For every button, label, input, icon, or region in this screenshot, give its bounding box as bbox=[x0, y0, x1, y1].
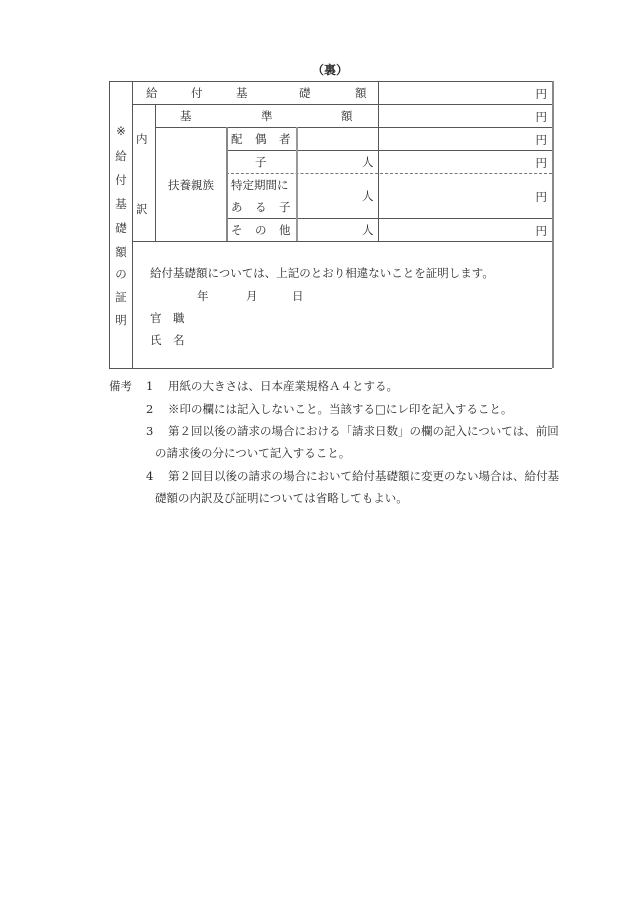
person-count-unit: 人 bbox=[362, 189, 374, 203]
side-label-char: の bbox=[115, 267, 127, 281]
side-label-char: 額 bbox=[115, 245, 127, 259]
divider bbox=[132, 104, 552, 105]
note-number: 4 bbox=[146, 469, 154, 483]
date-month-label: 月 bbox=[246, 289, 258, 303]
person-count-unit: 人 bbox=[362, 155, 374, 169]
note-text: 第２回以後の請求の場合における「請求日数」の欄の記入については、前回 bbox=[168, 424, 559, 438]
table-border-bottom bbox=[109, 368, 552, 369]
note-text: 用紙の大きさは、日本産業規格Ａ４とする。 bbox=[168, 379, 398, 393]
standard-amount-label-char: 基 bbox=[180, 109, 192, 123]
spouse-label-char: 偶 bbox=[255, 132, 267, 146]
note-number: 1 bbox=[146, 379, 154, 393]
divider-dashed bbox=[226, 173, 552, 174]
divider bbox=[226, 218, 552, 219]
note-number: 2 bbox=[146, 402, 154, 416]
yen-unit: 円 bbox=[535, 156, 547, 170]
specific-period-child-label-char: る bbox=[255, 200, 267, 214]
date-day-label: 日 bbox=[292, 289, 304, 303]
yen-unit: 円 bbox=[535, 110, 547, 124]
side-label-char: 証 bbox=[115, 290, 127, 304]
side-label-char: 付 bbox=[115, 173, 127, 187]
note-text: ※印の欄には記入しないこと。当該する□にレ印を記入すること。 bbox=[168, 402, 513, 416]
benefit-base-label-char: 付 bbox=[191, 86, 203, 100]
child-label: 子 bbox=[255, 155, 267, 169]
note-text-continuation: 礎額の内訳及び証明については省略してもよい。 bbox=[155, 491, 408, 505]
table-border-top bbox=[109, 81, 552, 82]
yen-unit: 円 bbox=[535, 133, 547, 147]
side-label-char: 礎 bbox=[115, 221, 127, 235]
other-label-char: そ bbox=[231, 223, 243, 237]
other-label-char: 他 bbox=[279, 223, 291, 237]
specific-period-child-label: 特定期間に bbox=[231, 178, 289, 192]
note-number: 3 bbox=[146, 424, 154, 438]
certification-statement: 給付基礎額については、上記のとおり相違ないことを証明します。 bbox=[150, 266, 494, 280]
side-label-char: 基 bbox=[115, 197, 127, 211]
note-text-continuation: の請求後の分について記入すること。 bbox=[155, 446, 351, 460]
person-count-unit: 人 bbox=[362, 223, 374, 237]
specific-period-child-label-char: 子 bbox=[279, 200, 291, 214]
dependents-label: 扶養親族 bbox=[168, 178, 214, 192]
spouse-label-char: 配 bbox=[231, 132, 243, 146]
specific-period-child-label-char: あ bbox=[231, 200, 243, 214]
date-year-label: 年 bbox=[197, 289, 209, 303]
table-border-left bbox=[109, 81, 110, 368]
other-label-char: の bbox=[255, 223, 267, 237]
divider bbox=[155, 127, 552, 128]
divider bbox=[296, 127, 298, 241]
benefit-base-label-char: 礎 bbox=[299, 86, 311, 100]
divider bbox=[226, 127, 228, 241]
yen-unit: 円 bbox=[535, 224, 547, 238]
standard-amount-label-char: 準 bbox=[261, 109, 273, 123]
side-label-char: 明 bbox=[115, 313, 127, 327]
side-label-char: 給 bbox=[115, 149, 127, 163]
table-border-right bbox=[552, 81, 554, 368]
breakdown-label-char: 訳 bbox=[136, 202, 148, 216]
divider bbox=[155, 104, 156, 241]
benefit-base-label-char: 給 bbox=[146, 86, 158, 100]
name-label-char: 氏 bbox=[150, 333, 162, 347]
official-position-label-char: 官 bbox=[150, 311, 162, 325]
standard-amount-label-char: 額 bbox=[341, 109, 353, 123]
notes-heading: 備考 bbox=[109, 379, 132, 393]
breakdown-label-char: 内 bbox=[136, 132, 148, 146]
page-title: （裏） bbox=[311, 63, 348, 77]
side-label-char: ※ bbox=[116, 124, 126, 138]
note-text: 第２回目以後の請求の場合において給付基礎額に変更のない場合は、給付基 bbox=[168, 469, 559, 483]
divider bbox=[378, 81, 379, 241]
divider bbox=[226, 150, 552, 151]
benefit-base-label-char: 額 bbox=[355, 86, 367, 100]
yen-unit: 円 bbox=[535, 190, 547, 204]
divider bbox=[132, 241, 552, 242]
divider bbox=[132, 81, 133, 368]
official-position-label-char: 職 bbox=[173, 311, 185, 325]
spouse-label-char: 者 bbox=[279, 132, 291, 146]
name-label-char: 名 bbox=[173, 333, 185, 347]
yen-unit: 円 bbox=[535, 87, 547, 101]
benefit-base-label-char: 基 bbox=[236, 86, 248, 100]
